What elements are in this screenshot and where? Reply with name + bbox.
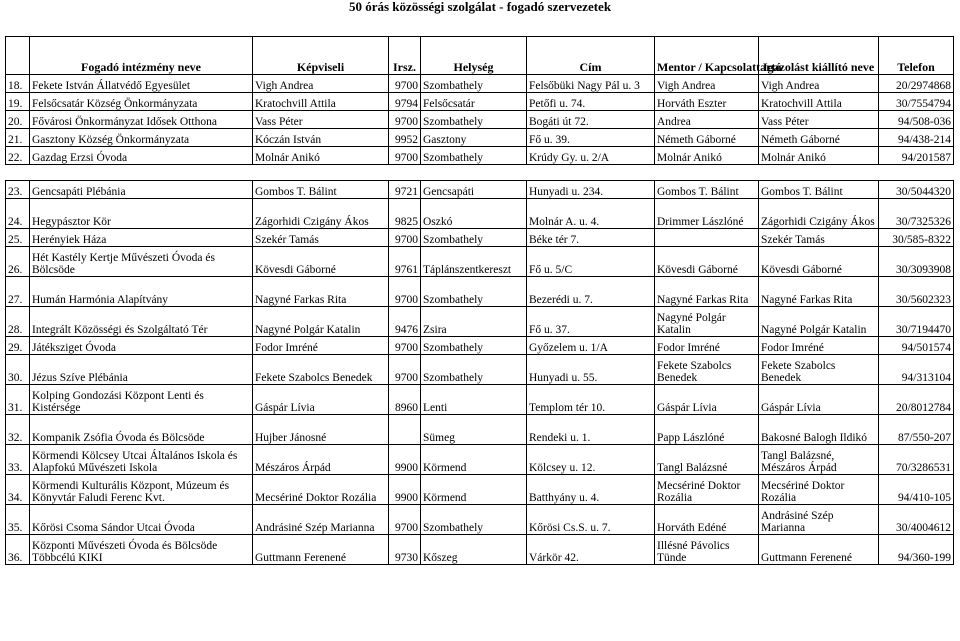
zip-code-cell: 9794 [389, 93, 421, 111]
phone-cell: 70/3286531 [879, 445, 954, 475]
phone-cell: 30/4004612 [879, 505, 954, 535]
table-row [6, 415, 954, 445]
col-header-zip: Irsz. [389, 37, 421, 75]
phone-cell: 30/5044320 [879, 181, 954, 199]
mentor-cell: Papp Lászlóné [655, 415, 759, 445]
phone-cell: 94/508-036 [879, 111, 954, 129]
institution-name-cell: Gazdag Erzsi Óvoda [30, 147, 253, 165]
address-cell: Rendeki u. 1. [527, 415, 655, 445]
city-cell: Gasztony [421, 129, 527, 147]
address-cell: Hunyadi u. 55. [527, 355, 655, 385]
phone-cell: 30/7325326 [879, 199, 954, 229]
address-cell: Hunyadi u. 234. [527, 181, 655, 199]
address-cell: Győzelem u. 1/A [527, 337, 655, 355]
institution-name-cell: Felsőcsatár Község Önkormányzata [30, 93, 253, 111]
address-cell: Kölcsey u. 12. [527, 445, 655, 475]
row-number-cell: 35. [6, 505, 30, 535]
table-row [6, 181, 954, 199]
representative-cell: Kratochvill Attila [253, 93, 389, 111]
row-number-cell: 36. [6, 535, 30, 565]
spacer-cell [527, 165, 655, 181]
row-number-cell: 31. [6, 385, 30, 415]
certifier-cell: Bakosné Balogh Ildikó [759, 415, 879, 445]
address-cell: Petőfi u. 74. [527, 93, 655, 111]
col-header-city: Helység [421, 37, 527, 75]
phone-cell: 94/410-105 [879, 475, 954, 505]
institution-name-cell: Körmendi Kulturális Központ, Múzeum és Könyvtár Faludi Ferenc Kvt. [30, 475, 253, 505]
representative-cell: Gombos T. Bálint [253, 181, 389, 199]
representative-cell: Mészáros Árpád [253, 445, 389, 475]
mentor-cell: Nagyné Farkas Rita [655, 277, 759, 307]
certifier-cell: Gáspár Lívia [759, 385, 879, 415]
col-header-mentor: Mentor / Kapcsolattartó [655, 37, 759, 75]
spacer-cell [759, 165, 879, 181]
address-cell: Fő u. 39. [527, 129, 655, 147]
zip-code-cell: 9476 [389, 307, 421, 337]
row-number-cell: 22. [6, 147, 30, 165]
zip-code-cell: 9700 [389, 277, 421, 307]
mentor-cell: Gombos T. Bálint [655, 181, 759, 199]
city-cell: Szombathely [421, 505, 527, 535]
phone-cell: 20/2974868 [879, 75, 954, 93]
table-row [6, 129, 954, 147]
col-header-phone: Telefon [879, 37, 954, 75]
mentor-cell: Drimmer Lászlóné [655, 199, 759, 229]
address-cell: Batthyány u. 4. [527, 475, 655, 505]
institution-name-cell: Kolping Gondozási Központ Lenti és Kistérsége [30, 385, 253, 415]
certifier-cell: Zágorhidi Czigány Ákos [759, 199, 879, 229]
zip-code-cell: 9730 [389, 535, 421, 565]
spacer-cell [389, 165, 421, 181]
address-cell: Krúdy Gy. u. 2/A [527, 147, 655, 165]
institution-name-cell: Fekete István Állatvédő Egyesület [30, 75, 253, 93]
address-cell: Bezerédi u. 7. [527, 277, 655, 307]
spacer-cell [421, 165, 527, 181]
address-cell: Béke tér 7. [527, 229, 655, 247]
table-row [6, 505, 954, 535]
mentor-cell: Molnár Anikó [655, 147, 759, 165]
representative-cell: Nagyné Farkas Rita [253, 277, 389, 307]
representative-cell: Zágorhidi Czigány Ákos [253, 199, 389, 229]
address-cell: Fő u. 5/C [527, 247, 655, 277]
phone-cell: 94/201587 [879, 147, 954, 165]
city-cell: Kőszeg [421, 535, 527, 565]
row-number-cell: 26. [6, 247, 30, 277]
representative-cell: Guttmann Ferenené [253, 535, 389, 565]
table-row [6, 93, 954, 111]
zip-code-cell: 9700 [389, 75, 421, 93]
row-number-cell: 18. [6, 75, 30, 93]
zip-code-cell: 9700 [389, 229, 421, 247]
representative-cell: Kövesdi Gáborné [253, 247, 389, 277]
institution-name-cell: Hét Kastély Kertje Művészeti Óvoda és Bölcsöde [30, 247, 253, 277]
table-row [6, 307, 954, 337]
phone-cell: 94/360-199 [879, 535, 954, 565]
address-cell: Felsőbüki Nagy Pál u. 3 [527, 75, 655, 93]
institution-name-cell: Kompanik Zsófia Óvoda és Bölcsöde [30, 415, 253, 445]
city-cell: Szombathely [421, 229, 527, 247]
row-number-cell: 30. [6, 355, 30, 385]
institution-name-cell: Integrált Közösségi és Szolgáltató Tér [30, 307, 253, 337]
address-cell: Kőrösi Cs.S. u. 7. [527, 505, 655, 535]
phone-cell: 20/8012784 [879, 385, 954, 415]
institution-name-cell: Gencsapáti Plébánia [30, 181, 253, 199]
representative-cell: Hujber Jánosné [253, 415, 389, 445]
mentor-cell [655, 229, 759, 247]
mentor-cell: Fekete Szabolcs Benedek [655, 355, 759, 385]
certifier-cell: Nagyné Farkas Rita [759, 277, 879, 307]
certifier-cell: Vass Péter [759, 111, 879, 129]
row-number-cell: 34. [6, 475, 30, 505]
zip-code-cell: 8960 [389, 385, 421, 415]
table-row [6, 247, 954, 277]
representative-cell: Gáspár Lívia [253, 385, 389, 415]
table-row [6, 147, 954, 165]
table-row [6, 111, 954, 129]
representative-cell: Szekér Tamás [253, 229, 389, 247]
row-number-cell: 21. [6, 129, 30, 147]
institution-name-cell: Humán Harmónia Alapítvány [30, 277, 253, 307]
row-number-cell: 28. [6, 307, 30, 337]
table-row [6, 337, 954, 355]
institution-name-cell: Fővárosi Önkormányzat Idősek Otthona [30, 111, 253, 129]
row-number-cell: 29. [6, 337, 30, 355]
page-title: 50 órás közösségi szolgálat - fogadó szervezetek [348, 0, 612, 14]
city-cell: Sümeg [421, 415, 527, 445]
representative-cell: Vass Péter [253, 111, 389, 129]
zip-code-cell: 9900 [389, 475, 421, 505]
certifier-cell: Gombos T. Bálint [759, 181, 879, 199]
city-cell: Szombathely [421, 111, 527, 129]
row-number-cell: 33. [6, 445, 30, 475]
institution-name-cell: Jézus Szíve Plébánia [30, 355, 253, 385]
row-number-cell: 25. [6, 229, 30, 247]
city-cell: Felsőcsatár [421, 93, 527, 111]
city-cell: Körmend [421, 475, 527, 505]
zip-code-cell: 9761 [389, 247, 421, 277]
spacer-cell [655, 165, 759, 181]
certifier-cell: Guttmann Ferenené [759, 535, 879, 565]
mentor-cell: Mecsériné Doktor Rozália [655, 475, 759, 505]
certifier-cell: Molnár Anikó [759, 147, 879, 165]
institution-name-cell: Herényiek Háza [30, 229, 253, 247]
certifier-cell: Kratochvill Attila [759, 93, 879, 111]
city-cell: Szombathely [421, 337, 527, 355]
institution-name-cell: Körmendi Kölcsey Utcai Általános Iskola és Alapfokú Művészeti Iskola [30, 445, 253, 475]
address-cell: Templom tér 10. [527, 385, 655, 415]
certifier-cell: Fekete Szabolcs Benedek [759, 355, 879, 385]
representative-cell: Fodor Imréné [253, 337, 389, 355]
phone-cell: 30/7194470 [879, 307, 954, 337]
spacer-cell [6, 165, 30, 181]
zip-code-cell: 9700 [389, 111, 421, 129]
certifier-cell: Andrásiné Szép Marianna [759, 505, 879, 535]
organizations-table [5, 36, 954, 565]
representative-cell: Mecsériné Doktor Rozália [253, 475, 389, 505]
col-header-institution: Fogadó intézmény neve [30, 37, 253, 75]
table-row [6, 475, 954, 505]
institution-name-cell: Hegypásztor Kör [30, 199, 253, 229]
spacer-cell [253, 165, 389, 181]
zip-code-cell: 9825 [389, 199, 421, 229]
row-number-cell: 23. [6, 181, 30, 199]
zip-code-cell: 9721 [389, 181, 421, 199]
table-row [6, 355, 954, 385]
city-cell: Gencsapáti [421, 181, 527, 199]
spacer-cell [30, 165, 253, 181]
table-row [6, 277, 954, 307]
representative-cell: Vigh Andrea [253, 75, 389, 93]
mentor-cell: Tangl Balázsné [655, 445, 759, 475]
phone-cell: 30/3093908 [879, 247, 954, 277]
col-header-rep: Képviseli [253, 37, 389, 75]
table-row [6, 75, 954, 93]
city-cell: Szombathely [421, 147, 527, 165]
city-cell: Körmend [421, 445, 527, 475]
city-cell: Oszkó [421, 199, 527, 229]
zip-code-cell [389, 415, 421, 445]
mentor-cell: Illésné Pávolics Tünde [655, 535, 759, 565]
zip-code-cell: 9952 [389, 129, 421, 147]
address-cell: Bogáti út 72. [527, 111, 655, 129]
address-cell: Várkör 42. [527, 535, 655, 565]
certifier-cell: Nagyné Polgár Katalin [759, 307, 879, 337]
certifier-cell: Vigh Andrea [759, 75, 879, 93]
institution-name-cell: Központi Művészeti Óvoda és Bölcsöde Többcélú KIKI [30, 535, 253, 565]
table-row [6, 385, 954, 415]
representative-cell: Andrásiné Szép Marianna [253, 505, 389, 535]
city-cell: Szombathely [421, 355, 527, 385]
row-number-cell: 32. [6, 415, 30, 445]
mentor-cell: Fodor Imréné [655, 337, 759, 355]
phone-cell: 30/7554794 [879, 93, 954, 111]
address-cell: Molnár A. u. 4. [527, 199, 655, 229]
representative-cell: Fekete Szabolcs Benedek [253, 355, 389, 385]
city-cell: Zsira [421, 307, 527, 337]
certifier-cell: Németh Gáborné [759, 129, 879, 147]
representative-cell: Molnár Anikó [253, 147, 389, 165]
certifier-cell: Mecsériné Doktor Rozália [759, 475, 879, 505]
mentor-cell: Horváth Eszter [655, 93, 759, 111]
phone-cell: 94/501574 [879, 337, 954, 355]
representative-cell: Kóczán István [253, 129, 389, 147]
spacer-row [6, 165, 954, 181]
city-cell: Lenti [421, 385, 527, 415]
mentor-cell: Kövesdi Gáborné [655, 247, 759, 277]
zip-code-cell: 9900 [389, 445, 421, 475]
address-cell: Fő u. 37. [527, 307, 655, 337]
zip-code-cell: 9700 [389, 147, 421, 165]
table-row [6, 199, 954, 229]
phone-cell: 94/438-214 [879, 129, 954, 147]
zip-code-cell: 9700 [389, 505, 421, 535]
row-number-cell: 20. [6, 111, 30, 129]
table-body [6, 75, 954, 565]
table-row [6, 535, 954, 565]
mentor-cell: Németh Gáborné [655, 129, 759, 147]
row-number-cell: 24. [6, 199, 30, 229]
header-row [6, 37, 954, 75]
institution-name-cell: Kőrösi Csoma Sándor Utcai Óvoda [30, 505, 253, 535]
city-cell: Szombathely [421, 277, 527, 307]
certifier-cell: Kövesdi Gáborné [759, 247, 879, 277]
phone-cell: 30/5602323 [879, 277, 954, 307]
phone-cell: 30/585-8322 [879, 229, 954, 247]
certifier-cell: Tangl Balázsné, Mészáros Árpád [759, 445, 879, 475]
phone-cell: 87/550-207 [879, 415, 954, 445]
institution-name-cell: Gasztony Község Önkormányzata [30, 129, 253, 147]
col-header-certifier: Igazolást kiállító neve [759, 37, 879, 75]
mentor-cell: Andrea [655, 111, 759, 129]
zip-code-cell: 9700 [389, 337, 421, 355]
mentor-cell: Nagyné Polgár Katalin [655, 307, 759, 337]
phone-cell: 94/313104 [879, 355, 954, 385]
row-number-cell: 27. [6, 277, 30, 307]
certifier-cell: Fodor Imréné [759, 337, 879, 355]
institution-name-cell: Játéksziget Óvoda [30, 337, 253, 355]
table-row [6, 229, 954, 247]
zip-code-cell: 9700 [389, 355, 421, 385]
row-number-cell: 19. [6, 93, 30, 111]
col-header-address: Cím [527, 37, 655, 75]
col-header-num [6, 37, 30, 75]
city-cell: Szombathely [421, 75, 527, 93]
spacer-cell [879, 165, 954, 181]
mentor-cell: Gáspár Lívia [655, 385, 759, 415]
mentor-cell: Horváth Edéné [655, 505, 759, 535]
mentor-cell: Vigh Andrea [655, 75, 759, 93]
table-row [6, 445, 954, 475]
city-cell: Táplánszentkereszt [421, 247, 527, 277]
representative-cell: Nagyné Polgár Katalin [253, 307, 389, 337]
certifier-cell: Szekér Tamás [759, 229, 879, 247]
